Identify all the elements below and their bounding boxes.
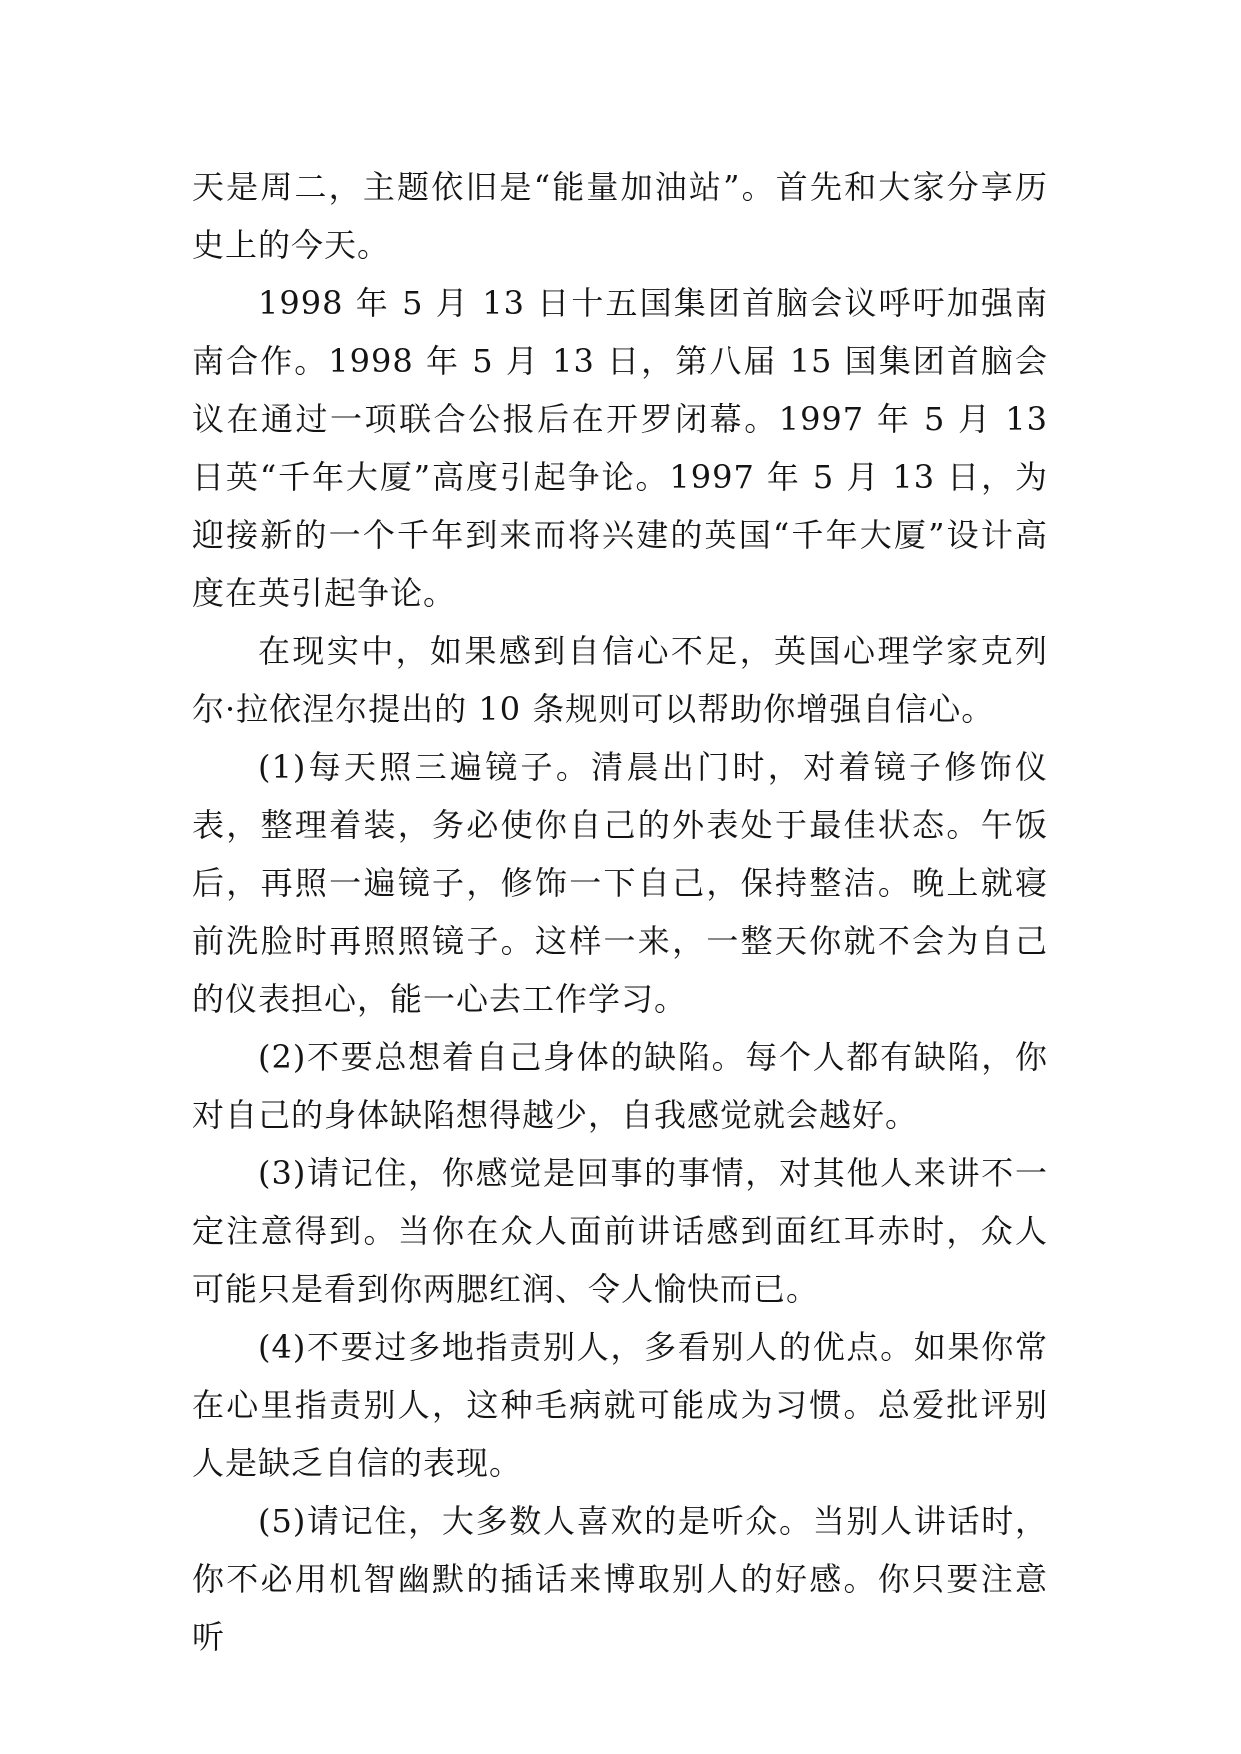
paragraph-rule-4: (4)不要过多地指责别人，多看别人的优点。如果你常在心里指责别人，这种毛病就可能成为习惯。总爱批评别人是缺乏自信的表现。 [192, 1328, 1048, 1482]
paragraph-confidence-intro: 在现实中，如果感到自信心不足，英国心理学家克列尔·拉依涅尔提出的 10 条规则可以帮助你增强自信心。 [192, 632, 1048, 728]
paragraph-rule-2: (2)不要总想着自己身体的缺陷。每个人都有缺陷，你对自己的身体缺陷想得越少，自我感觉就会越好。 [192, 1038, 1048, 1134]
paragraph-rule-1: (1)每天照三遍镜子。清晨出门时，对着镜子修饰仪表，整理着装，务必使你自己的外表处于最佳状态。午饭后，再照一遍镜子，修饰一下自己，保持整洁。晚上就寝前洗脸时再照照镜子。这样一来，一整天你就不会为自己的仪表担心，能一心去工作学习。 [192, 748, 1048, 1018]
paragraph-history: 1998 年 5 月 13 日十五国集团首脑会议呼吁加强南南合作。1998 年 5 月 13 日，第八届 15 国集团首脑会议在通过一项联合公报后在开罗闭幕。1997 年 5 月 13 日英“千年大厦”高度引起争论。1997 年 5 月 13 日，为迎接新的一个千年到来而将兴建的英国“千年大厦”设计高度在英引起争论。 [192, 284, 1048, 612]
paragraph-rule-5: (5)请记住，大多数人喜欢的是听众。当别人讲话时，你不必用机智幽默的插话来博取别人的好感。你只要注意听 [192, 1502, 1048, 1656]
document-body [192, 158, 1048, 1666]
paragraph-continuation: 天是周二，主题依旧是“能量加油站”。首先和大家分享历史上的今天。 [192, 168, 1048, 264]
paragraph-rule-3: (3)请记住，你感觉是回事的事情，对其他人来讲不一定注意得到。当你在众人面前讲话感到面红耳赤时，众人可能只是看到你两腮红润、令人愉快而已。 [192, 1154, 1048, 1308]
